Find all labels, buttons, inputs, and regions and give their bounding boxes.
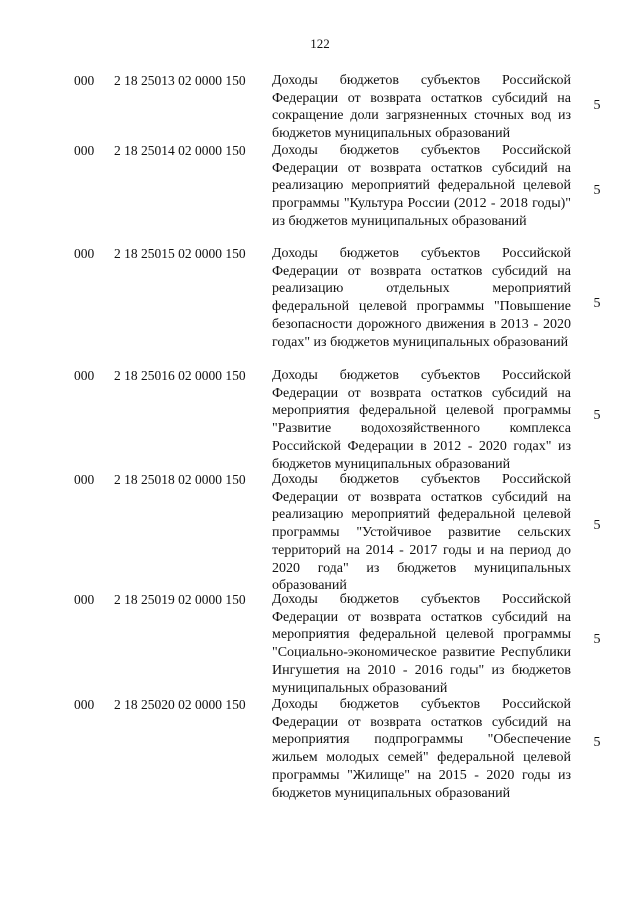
income-description: Доходы бюджетов субъектов Российской Федерации от возврата остатков субсидий на реализацию мероприятий федеральной целевой программы "Устойчивое развитие сельских территорий на 2014 - 2017 годы и на период до 2020 года" из бюджетов муниципальных образований [272, 472, 571, 594]
income-description: Доходы бюджетов субъектов Российской Федерации от возврата остатков субсидий на мероприятия федеральной целевой программы "Развитие водохозяйственного комплекса Российской Федерации в 2012 - 2020 годах" из бюджетов муниципальных образований [272, 368, 571, 472]
value-cell: 5 [593, 98, 601, 113]
kbk-code: 2 18 25018 02 0000 150 [114, 472, 246, 487]
kbk-code: 2 18 25015 02 0000 150 [114, 246, 246, 261]
admin-code: 000 [74, 368, 95, 383]
value-cell: 5 [593, 518, 601, 533]
income-description: Доходы бюджетов субъектов Российской Федерации от возврата остатков субсидий на мероприятия федеральной целевой программы "Социально-экономическое развитие Республики Ингушетия на 2010 - 2016 годы" из бюджетов муниципальных образований [272, 592, 571, 696]
value-cell: 5 [593, 408, 601, 423]
value-cell: 5 [593, 632, 601, 647]
value-cell: 5 [593, 735, 601, 750]
value-cell: 5 [593, 183, 601, 198]
admin-code: 000 [74, 592, 95, 607]
kbk-code: 2 18 25020 02 0000 150 [114, 697, 246, 712]
income-description: Доходы бюджетов субъектов Российской Федерации от возврата остатков субсидий на сокращение доли загрязненных сточных вод из бюджетов муниципальных образований [272, 73, 571, 142]
admin-code: 000 [74, 73, 95, 88]
admin-code: 000 [74, 246, 95, 261]
income-description: Доходы бюджетов субъектов Российской Федерации от возврата остатков субсидий на реализацию отдельных мероприятий федеральной целевой программы "Повышение безопасности дорожного движения в 2013 - 2020 годах" из бюджетов муниципальных образований [272, 246, 571, 350]
admin-code: 000 [74, 472, 95, 487]
value-cell: 5 [593, 296, 601, 311]
kbk-code: 2 18 25014 02 0000 150 [114, 143, 246, 158]
admin-code: 000 [74, 697, 95, 712]
kbk-code: 2 18 25019 02 0000 150 [114, 592, 246, 607]
income-description: Доходы бюджетов субъектов Российской Федерации от возврата остатков субсидий на реализацию мероприятий федеральной целевой программы "Культура России (2012 - 2018 годы)" из бюджетов муниципальных образований [272, 143, 571, 229]
admin-code: 000 [74, 143, 95, 158]
kbk-code: 2 18 25013 02 0000 150 [114, 73, 246, 88]
income-description: Доходы бюджетов субъектов Российской Федерации от возврата остатков субсидий на мероприятия подпрограммы "Обеспечение жильем молодых семей" федеральной целевой программы "Жилище" на 2015 - 2020 годы из бюджетов муниципальных образований [272, 697, 571, 801]
kbk-code: 2 18 25016 02 0000 150 [114, 368, 246, 383]
page-number: 122 [310, 36, 330, 51]
